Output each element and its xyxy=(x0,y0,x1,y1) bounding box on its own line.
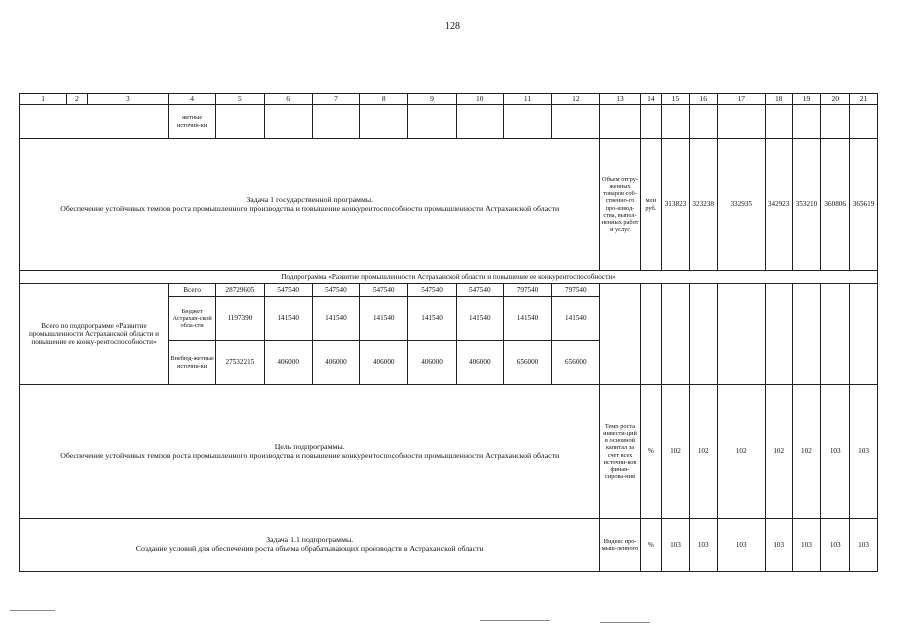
total-value: 1197390 xyxy=(216,297,264,341)
header-cell: 5 xyxy=(216,94,264,105)
scan-artifact xyxy=(10,610,55,611)
task1-indicator: Объем отгру-женных товаров соб-ственно-го про-извод-ства, выпол-ненных работ и услуг xyxy=(600,139,640,271)
empty-cell xyxy=(640,284,662,385)
empty-cell xyxy=(689,105,717,139)
program-table xyxy=(19,93,878,572)
header-cell: 15 xyxy=(662,94,690,105)
empty-cell xyxy=(765,284,792,385)
task1-value: 323238 xyxy=(689,139,717,271)
empty-cell xyxy=(600,284,640,385)
year-value: 141540 xyxy=(312,297,359,341)
header-cell: 16 xyxy=(689,94,717,105)
task1-value: 365619 xyxy=(850,139,878,271)
task11-row xyxy=(20,519,878,572)
task11-description xyxy=(20,519,600,572)
empty-cell xyxy=(552,105,600,139)
empty-cell xyxy=(503,105,551,139)
goal-value: 102 xyxy=(792,385,821,519)
header-cell: 9 xyxy=(408,94,456,105)
task1-value: 332935 xyxy=(717,139,765,271)
totals-label: Всего по подпрограмме «Развитие промышленности Астраханской области и повышение ее конку-рентоспособности» xyxy=(20,284,169,385)
subprogram-row xyxy=(20,271,878,284)
task11-value: 103 xyxy=(662,519,690,572)
year-value: 406000 xyxy=(408,341,456,385)
scan-artifact xyxy=(480,620,550,621)
header-cell: 20 xyxy=(821,94,850,105)
task11-value: 103 xyxy=(792,519,821,572)
empty-cell xyxy=(662,105,690,139)
empty-cell xyxy=(821,284,850,385)
year-value: 141540 xyxy=(360,297,408,341)
header-cell: 11 xyxy=(503,94,551,105)
year-value: 547540 xyxy=(456,284,503,297)
empty-cell xyxy=(600,105,640,139)
empty-cell xyxy=(662,284,690,385)
header-cell: 1 xyxy=(20,94,67,105)
empty-cell xyxy=(792,105,821,139)
year-value: 406000 xyxy=(360,341,408,385)
goal-title: Цель подпрограммы. xyxy=(274,441,345,451)
empty-cell xyxy=(850,105,878,139)
source-label: Внебюд-жетные источни-ки xyxy=(168,341,215,385)
empty-cell xyxy=(20,105,169,139)
task11-unit: % xyxy=(640,519,662,572)
year-value: 406000 xyxy=(312,341,359,385)
goal-unit: % xyxy=(640,385,662,519)
task1-value: 313823 xyxy=(662,139,690,271)
header-cell: 17 xyxy=(717,94,765,105)
year-value: 141540 xyxy=(264,297,312,341)
total-value: 27532215 xyxy=(216,341,264,385)
task1-text: Обеспечение устойчивых темпов роста промышленного производства и повышение конкурентоспособности промышленности Астраханской области xyxy=(60,203,560,213)
year-value: 547540 xyxy=(312,284,359,297)
task1-description xyxy=(20,139,600,271)
empty-cell xyxy=(312,105,359,139)
header-cell: 8 xyxy=(360,94,408,105)
goal-value: 103 xyxy=(850,385,878,519)
total-row xyxy=(20,284,878,297)
task11-value: 103 xyxy=(850,519,878,572)
empty-cell xyxy=(765,105,792,139)
year-value: 406000 xyxy=(264,341,312,385)
year-value: 656000 xyxy=(503,341,551,385)
goal-value: 103 xyxy=(821,385,850,519)
empty-cell xyxy=(717,284,765,385)
task11-value: 103 xyxy=(689,519,717,572)
empty-cell xyxy=(792,284,821,385)
year-value: 141540 xyxy=(408,297,456,341)
header-cell: 12 xyxy=(552,94,600,105)
task11-value: 103 xyxy=(765,519,792,572)
task1-unit: млн руб. xyxy=(640,139,662,271)
year-value: 141540 xyxy=(552,297,600,341)
year-value: 797540 xyxy=(552,284,600,297)
empty-cell xyxy=(360,105,408,139)
empty-cell xyxy=(408,105,456,139)
task1-value: 360806 xyxy=(821,139,850,271)
year-value: 141540 xyxy=(503,297,551,341)
empty-cell xyxy=(640,105,662,139)
year-value: 797540 xyxy=(503,284,551,297)
total-value: 28729605 xyxy=(216,284,264,297)
scan-artifact xyxy=(600,622,650,623)
empty-cell xyxy=(717,105,765,139)
header-cell: 21 xyxy=(850,94,878,105)
header-cell: 14 xyxy=(640,94,662,105)
task11-title: Задача 1.1 подпрограммы. xyxy=(266,535,354,545)
empty-cell xyxy=(216,105,264,139)
empty-cell xyxy=(821,105,850,139)
goal-value: 102 xyxy=(689,385,717,519)
year-value: 547540 xyxy=(408,284,456,297)
year-value: 547540 xyxy=(360,284,408,297)
header-cell: 2 xyxy=(67,94,88,105)
task11-text: Создание условий для обеспечения роста объема обрабатывающих производств в Астраханской области xyxy=(135,544,484,553)
task11-indicator: Индекс про-мыш-ленного xyxy=(600,519,640,572)
goal-description xyxy=(20,385,600,519)
header-cell: 18 xyxy=(765,94,792,105)
header-cell: 19 xyxy=(792,94,821,105)
empty-cell xyxy=(264,105,312,139)
funding-source: жетные источни-ки xyxy=(168,105,215,139)
task11-value: 103 xyxy=(821,519,850,572)
task1-row xyxy=(20,139,878,271)
task1-value: 353210 xyxy=(792,139,821,271)
goal-value: 102 xyxy=(717,385,765,519)
task1-title: Задача 1 государственной программы. xyxy=(246,194,374,204)
empty-cell xyxy=(850,284,878,385)
header-cell: 10 xyxy=(456,94,503,105)
header-cell: 7 xyxy=(312,94,359,105)
source-label: Бюджет Астрахан-ской обла-сти xyxy=(168,297,215,341)
goal-text: Обеспечение устойчивых темпов роста промышленного производства и повышение конкурентоспособности промышленности Астраханской области xyxy=(60,450,560,460)
goal-value: 102 xyxy=(765,385,792,519)
task11-value: 103 xyxy=(717,519,765,572)
year-value: 141540 xyxy=(456,297,503,341)
year-value: 656000 xyxy=(552,341,600,385)
goal-indicator: Темп роста инвести-ций в основной капитал за счет всех источни-ков финан-сирова-ния xyxy=(600,385,640,519)
header-cell: 13 xyxy=(600,94,640,105)
subprogram-title: Подпрограмма «Развитие промышленности Астраханской области и повышение ее конкурентоспособности» xyxy=(20,271,878,284)
year-value: 406000 xyxy=(456,341,503,385)
task1-value: 342923 xyxy=(765,139,792,271)
year-value: 547540 xyxy=(264,284,312,297)
empty-cell xyxy=(456,105,503,139)
header-row xyxy=(20,94,878,105)
header-cell: 4 xyxy=(168,94,215,105)
page-number: 128 xyxy=(445,21,460,32)
empty-cell xyxy=(689,284,717,385)
source-label: Всего xyxy=(168,284,215,297)
goal-row xyxy=(20,385,878,519)
header-cell: 6 xyxy=(264,94,312,105)
goal-value: 102 xyxy=(662,385,690,519)
continuation-row xyxy=(20,105,878,139)
header-cell: 3 xyxy=(87,94,168,105)
